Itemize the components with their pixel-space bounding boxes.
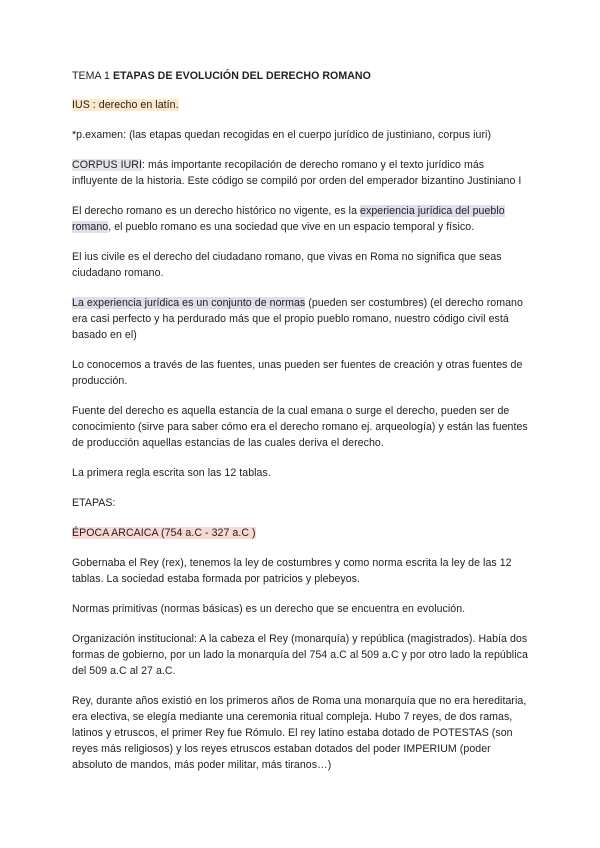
ius-civile-paragraph: El ius civile es el derecho del ciudadano romano, que vivas en Roma no significa que seas ciudadano romano. — [72, 251, 502, 279]
exam-note-paragraph: *p.examen: (las etapas quedan recogidas en el cuerpo jurídico de justiniano, corpus iuri) — [72, 129, 492, 141]
gobernaba-paragraph: Gobernaba el Rey (rex), tenemos la ley de costumbres y como norma escrita la ley de las 12 tablas. La sociedad estaba formada por patricios y plebeyos. — [72, 557, 512, 585]
document-page — [72, 68, 530, 787]
rey-paragraph: Rey, durante años existió en los primeros años de Roma una monarquía que no era hereditaria, era electiva, se elegía mediante una ceremonia ritual compleja. Hubo 7 reyes, de dos ramas, latinos y etruscos, el primer Rey fue Rómulo. El rey latino estaba dotado de POTESTAS (son reyes más religiosos) y los reyes etruscos estaban dotados del poder IMPERIUM (poder absoluto de mandos, más poder militar, más tiranos…) — [72, 695, 527, 771]
experiencia-paragraph — [72, 295, 530, 343]
derecho-romano-after: , el pueblo romano es una sociedad que vive en un espacio temporal y físico. — [108, 221, 475, 233]
experiencia-highlight: La experiencia jurídica es un conjunto de normas — [72, 297, 306, 309]
corpus-term: CORPUS IURI — [72, 159, 143, 171]
corpus-text: : más importante recopilación de derecho romano y el texto jurídico más influyente de la historia. Este código se compiló por orden del emperador bizantino Justiniano I — [72, 159, 522, 187]
primera-regla-paragraph: La primera regla escrita son las 12 tablas. — [72, 467, 271, 479]
normas-paragraph: Normas primitivas (normas básicas) es un derecho que se encuentra en evolución. — [72, 603, 466, 615]
experiencia-text: (pueden ser costumbres) (el derecho romano era casi perfecto y ha perdurado más que el propio pueblo romano, nuestro código civil está basado en el) — [72, 297, 523, 341]
ius-paragraph — [72, 97, 530, 113]
epoca-arcaica-paragraph — [72, 525, 530, 541]
title-prefix: TEMA 1 — [72, 70, 113, 82]
derecho-romano-before: El derecho romano es un derecho histórico no vigente, es la — [72, 205, 361, 217]
derecho-romano-paragraph — [72, 203, 530, 235]
fuente-derecho-paragraph: Fuente del derecho es aquella estancia de la cual emana o surge el derecho, pueden ser de conocimiento (sirve para saber cómo era el derecho romano ej. arqueología) y están las fuentes de producción aquellas estancias de las cuales deriva el derecho. — [72, 405, 528, 449]
fuentes-paragraph: Lo conocemos a través de las fuentes, unas pueden ser fuentes de creación y otras fuentes de producción. — [72, 359, 523, 387]
document-title — [72, 68, 530, 84]
corpus-paragraph — [72, 157, 530, 189]
etapas-label: ETAPAS: — [72, 497, 116, 509]
derecho-romano-highlight: experiencia jurídica del pueblo romano — [72, 205, 505, 233]
ius-highlight: IUS : derecho en latín. — [72, 99, 179, 111]
title-main: ETAPAS DE EVOLUCIÓN DEL DERECHO ROMANO — [112, 70, 371, 82]
organizacion-paragraph: Organización institucional: A la cabeza el Rey (monarquía) y república (magistrados). Había dos formas de gobierno, por un lado la monarquía del 754 a.C al 509 a.C y por otro lado la república del 509 a.C al 27 a.C. — [72, 633, 528, 677]
epoca-arcaica-heading: ÉPOCA ARCAICA (754 a.C - 327 a.C ) — [72, 527, 256, 539]
